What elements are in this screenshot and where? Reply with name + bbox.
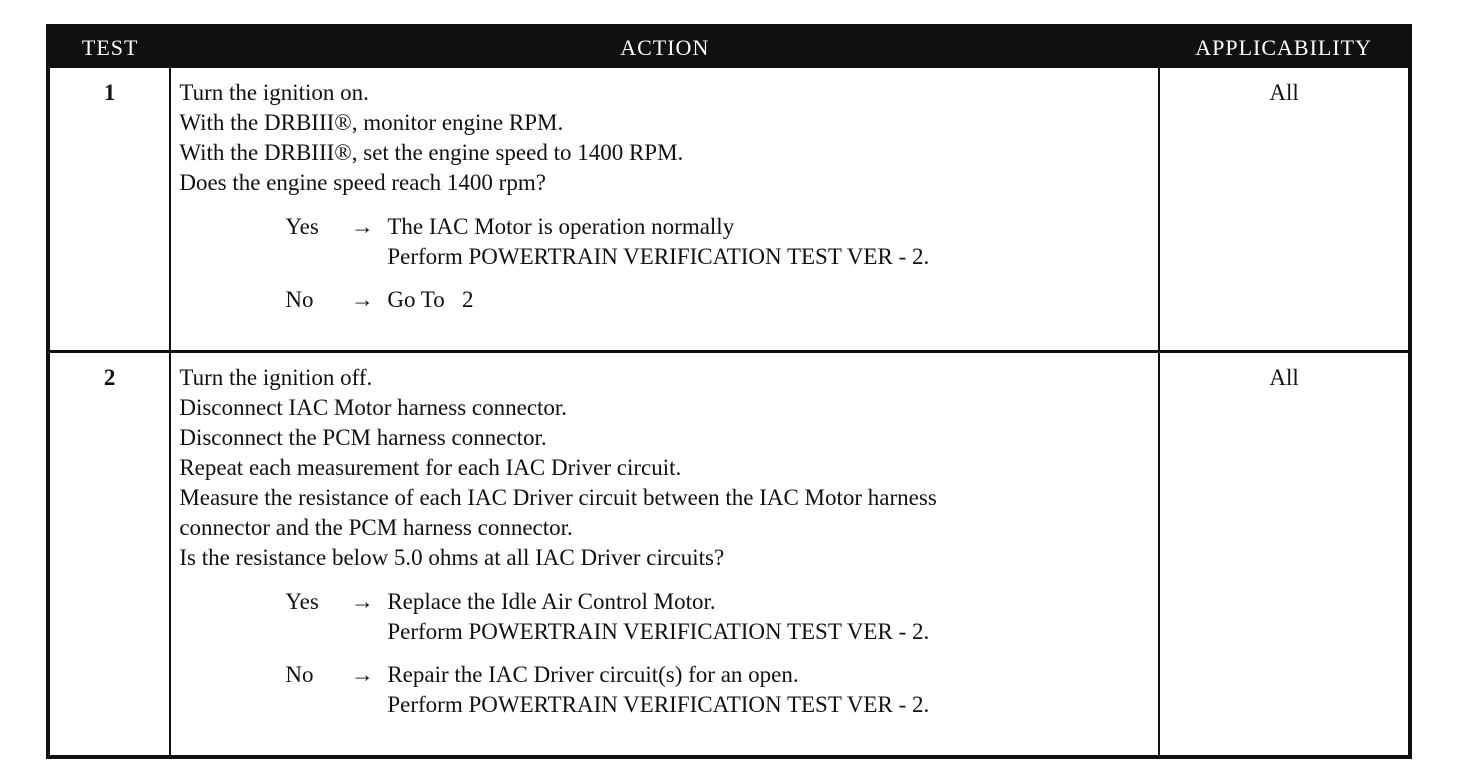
action-step: Is the resistance below 5.0 ohms at all IAC Driver circuits? xyxy=(179,545,725,570)
branch-outcome xyxy=(387,660,929,720)
header-test: TEST xyxy=(48,26,170,68)
action-step: Repeat each measurement for each IAC Driver circuit. xyxy=(179,455,682,480)
action-cell xyxy=(170,352,1159,758)
right-arrow-icon: → xyxy=(350,214,374,239)
branch-yes xyxy=(285,212,1152,272)
branch-label: Yes xyxy=(285,214,319,239)
action-step: Disconnect the PCM harness connector. xyxy=(179,425,547,450)
table-row-test-2 xyxy=(48,352,1410,758)
applicability-value: All xyxy=(1159,68,1410,352)
outcome-line: Perform POWERTRAIN VERIFICATION TEST VER - 2. xyxy=(387,692,930,717)
test-number: 1 xyxy=(48,68,170,352)
action-step: With the DRBIII®, monitor engine RPM. xyxy=(179,110,564,135)
action-step: Turn the ignition off. xyxy=(179,365,373,390)
branch-label: Yes xyxy=(285,589,319,614)
test-number: 2 xyxy=(48,352,170,758)
action-cell xyxy=(170,68,1159,352)
branch-no xyxy=(285,660,1152,720)
outcome-line: Perform POWERTRAIN VERIFICATION TEST VER - 2. xyxy=(387,619,930,644)
branch-no xyxy=(285,285,1152,315)
outcome-line: Perform POWERTRAIN VERIFICATION TEST VER - 2. xyxy=(387,244,930,269)
branch-yes xyxy=(285,587,1152,647)
header-applicability: APPLICABILITY xyxy=(1159,26,1410,68)
branch-label: No xyxy=(285,287,314,312)
action-step: Turn the ignition on. xyxy=(179,80,369,105)
outcome-line: Replace the Idle Air Control Motor. xyxy=(387,589,716,614)
table-header-row xyxy=(48,26,1410,68)
header-action: ACTION xyxy=(170,26,1159,68)
outcome-line: Repair the IAC Driver circuit(s) for an open. xyxy=(387,662,799,687)
table-row-test-1 xyxy=(48,68,1410,352)
branch-outcome xyxy=(387,212,929,272)
action-step: Measure the resistance of each IAC Driver circuit between the IAC Motor harness xyxy=(179,485,937,510)
action-step: connector and the PCM harness connector. xyxy=(179,515,573,540)
action-step: With the DRBIII®, set the engine speed to 1400 RPM. xyxy=(179,140,684,165)
branch-label: No xyxy=(285,662,314,687)
outcome-line: The IAC Motor is operation normally xyxy=(387,214,735,239)
branch-outcome xyxy=(387,587,929,647)
outcome-line: Go To 2 xyxy=(387,287,474,312)
diagnostic-test-table xyxy=(46,24,1412,759)
action-step: Does the engine speed reach 1400 rpm? xyxy=(179,170,546,195)
right-arrow-icon: → xyxy=(350,662,374,687)
right-arrow-icon: → xyxy=(350,287,374,312)
branch-outcome xyxy=(387,285,473,315)
action-step: Disconnect IAC Motor harness connector. xyxy=(179,395,568,420)
right-arrow-icon: → xyxy=(350,589,374,614)
applicability-value: All xyxy=(1159,352,1410,758)
